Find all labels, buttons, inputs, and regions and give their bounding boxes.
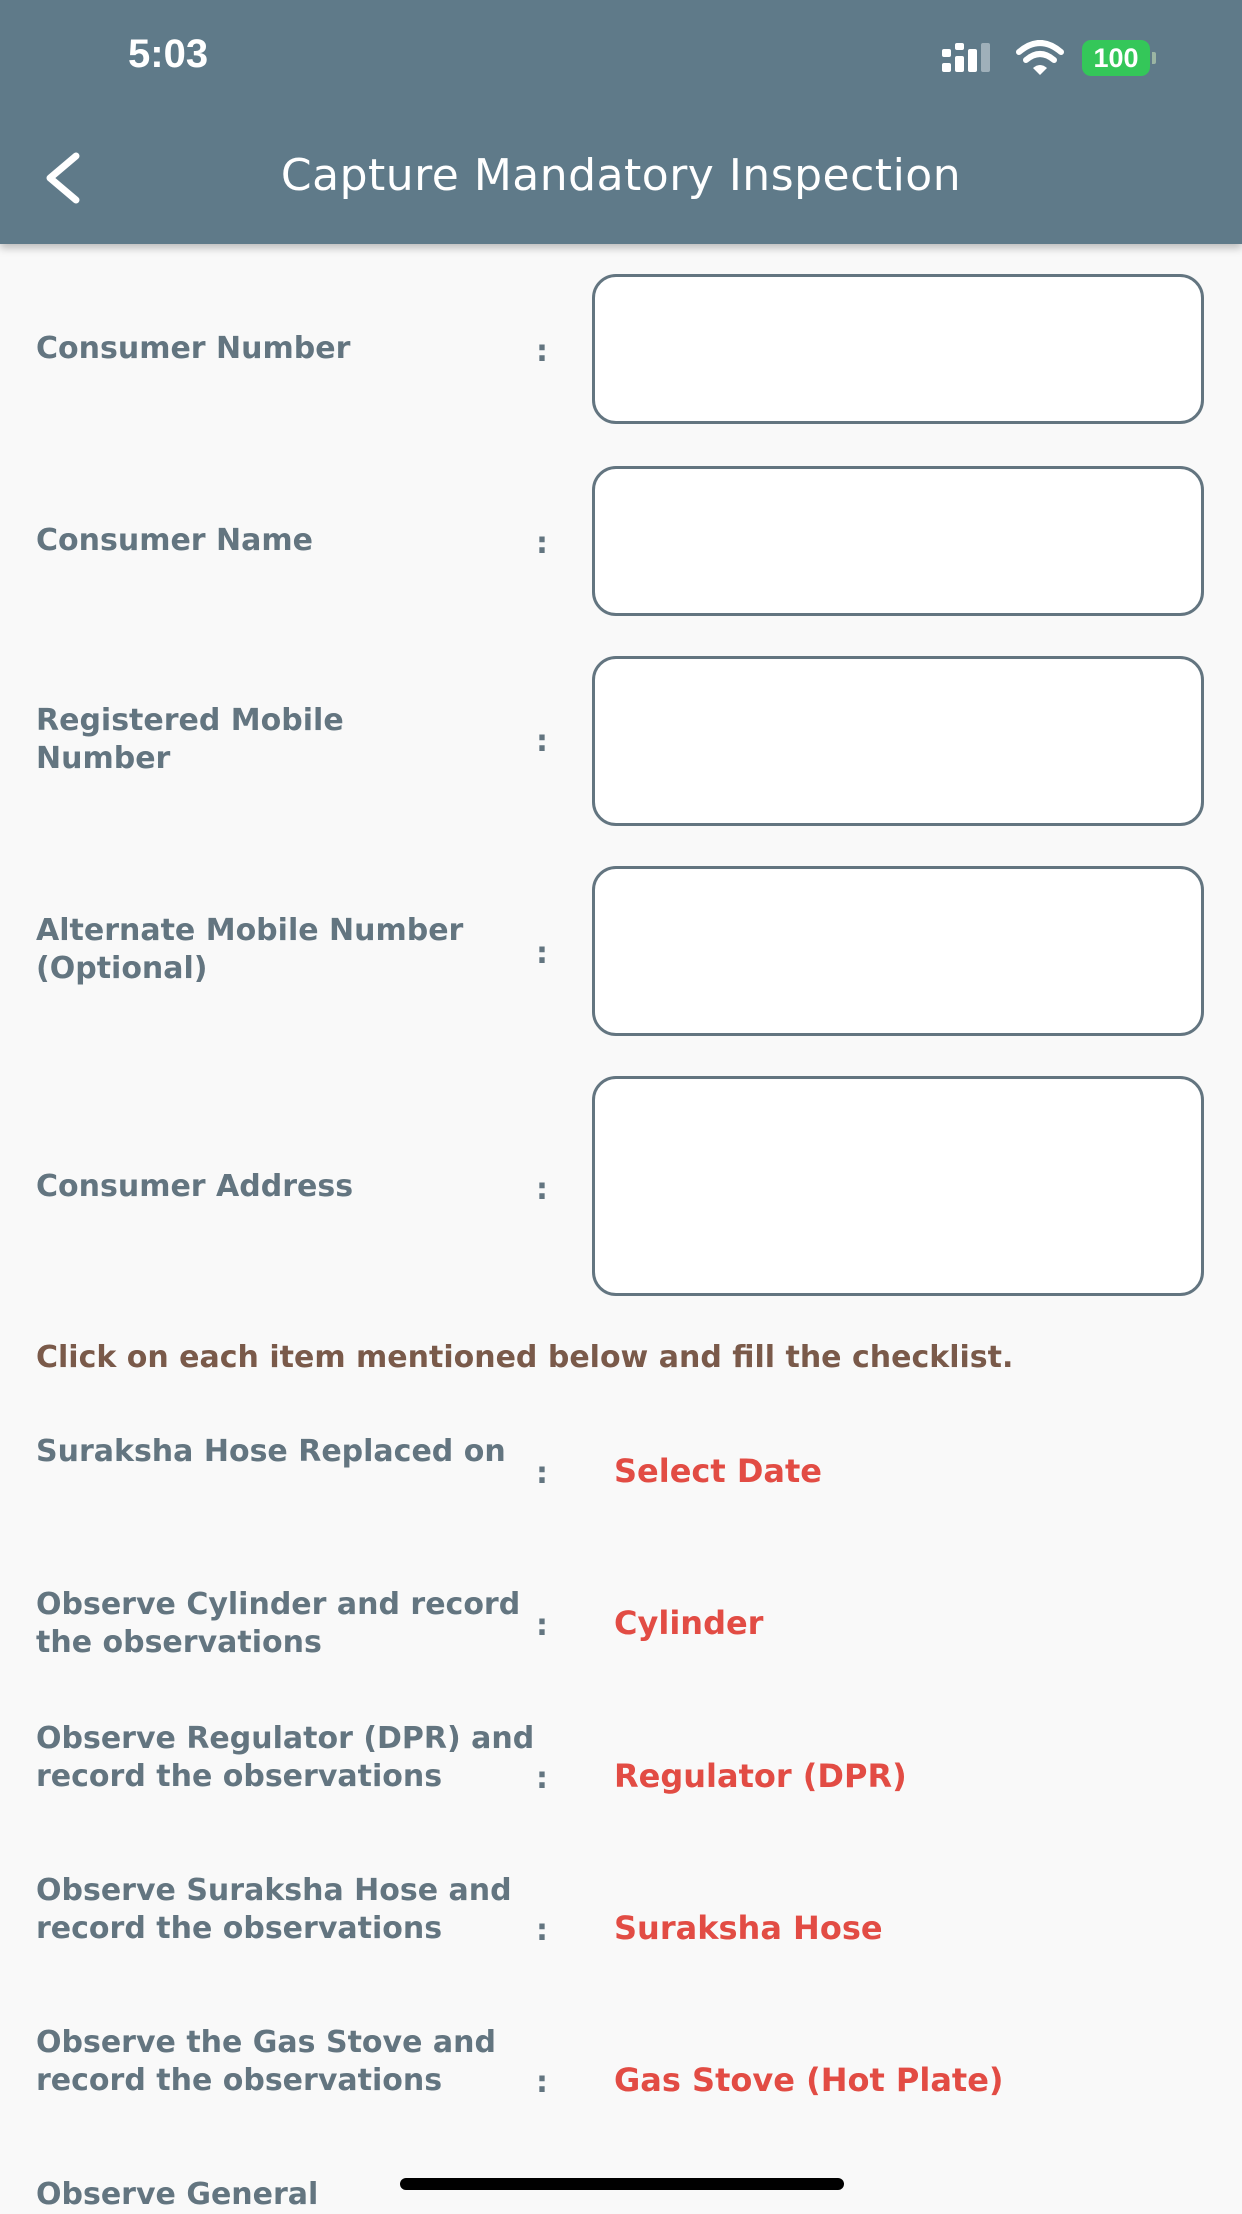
signal-icon	[940, 43, 996, 73]
colon: :	[536, 526, 548, 561]
suraksha-hose-link[interactable]: Suraksha Hose	[614, 1909, 883, 1947]
select-date-link[interactable]: Select Date	[614, 1452, 822, 1490]
wifi-icon	[1016, 40, 1064, 76]
registered-mobile-label: Registered Mobile Number	[36, 703, 344, 776]
battery-level: 100	[1082, 40, 1150, 76]
colon: :	[536, 1608, 548, 1643]
battery-indicator	[1082, 40, 1156, 76]
checklist-label: Observe Cylinder and record the observations	[36, 1587, 521, 1660]
consumer-number-input[interactable]	[592, 274, 1204, 424]
colon: :	[536, 334, 548, 369]
battery-tip	[1152, 52, 1156, 64]
consumer-address-input[interactable]	[592, 1076, 1204, 1296]
colon: :	[536, 1913, 548, 1948]
colon: :	[536, 1172, 548, 1207]
app-header	[0, 0, 1242, 244]
checklist-label: Observe Regulator (DPR) and record the observations	[36, 1721, 535, 1794]
checklist-label: Suraksha Hose Replaced on	[36, 1434, 506, 1469]
page-title	[0, 150, 1242, 201]
home-indicator[interactable]	[400, 2178, 844, 2190]
checklist-label: Observe Suraksha Hose and record the observations	[36, 1873, 512, 1946]
status-time: 5:03	[128, 32, 209, 76]
checklist-instruction: Click on each item mentioned below and fill the checklist.	[36, 1340, 1014, 1375]
checklist-label: Observe General	[36, 2177, 319, 2212]
consumer-address-label: Consumer Address	[36, 1169, 354, 1204]
cylinder-link[interactable]: Cylinder	[614, 1604, 764, 1642]
colon: :	[536, 1761, 548, 1796]
regulator-link[interactable]: Regulator (DPR)	[614, 1757, 907, 1795]
colon: :	[536, 724, 548, 759]
gas-stove-link[interactable]: Gas Stove (Hot Plate)	[614, 2061, 1004, 2099]
alternate-mobile-label: Alternate Mobile Number (Optional)	[36, 913, 464, 986]
registered-mobile-input[interactable]	[592, 656, 1204, 826]
alternate-mobile-input[interactable]	[592, 866, 1204, 1036]
page-title-text: Capture Mandatory Inspection	[280, 150, 962, 201]
colon: :	[536, 1456, 548, 1491]
consumer-name-input[interactable]	[592, 466, 1204, 616]
consumer-name-label: Consumer Name	[36, 523, 314, 558]
checklist-label: Observe the Gas Stove and record the observations	[36, 2025, 496, 2098]
colon: :	[536, 2065, 548, 2100]
colon: :	[536, 936, 548, 971]
consumer-number-label: Consumer Number	[36, 331, 351, 366]
